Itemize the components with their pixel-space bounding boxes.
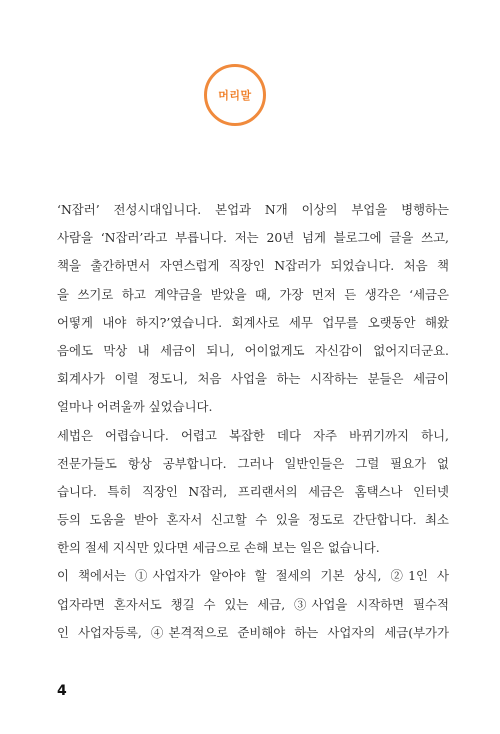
chapter-badge bbox=[204, 64, 266, 126]
text-line: 등의 도움을 받아 혼자서 신고할 수 있을 정도로 간단합니다. 최소 bbox=[57, 512, 449, 528]
text-line: 전문가들도 항상 공부합니다. 그러나 일반인들은 그럴 필요가 없 bbox=[57, 455, 449, 471]
text-line: 회계사가 이럴 정도니, 처음 사업을 하는 시작하는 분들은 세금이 bbox=[57, 371, 449, 387]
text-line: 어떻게 내야 하지?’였습니다. 회계사로 세무 업무를 오랫동안 해왔 bbox=[57, 314, 449, 330]
chapter-badge-label: 머리말 bbox=[218, 89, 252, 102]
text-line: 한의 절세 지식만 있다면 세금으로 손해 보는 일은 없습니다. bbox=[57, 540, 380, 556]
body-text bbox=[57, 196, 449, 647]
text-line: 이 책에서는 ①사업자가 알아야 할 절세의 기본 상식, ②1인 사 bbox=[57, 568, 449, 584]
text-line: 을 쓰기로 하고 계약금을 받았을 때, 가장 먼저 든 생각은 ‘세금은 bbox=[57, 286, 449, 302]
text-line: 음에도 막상 내 세금이 되니, 어이없게도 자신감이 없어지더군요. bbox=[57, 342, 449, 358]
text-line: 세법은 어렵습니다. 어렵고 복잡한 데다 자주 바뀌기까지 하니, bbox=[57, 427, 449, 443]
page-number: 4 bbox=[57, 683, 67, 699]
text-line: ‘N잡러’ 전성시대입니다. 본업과 N개 이상의 부업을 병행하는 bbox=[57, 202, 449, 217]
text-line: 책을 출간하면서 자연스럽게 직장인 N잡러가 되었습니다. 처음 책 bbox=[57, 258, 449, 274]
text-line: 사람을 ‘N잡러’라고 부릅니다. 저는 20년 넘게 블로그에 글을 쓰고, bbox=[57, 230, 449, 246]
text-line: 인 사업자등록, ④본격적으로 준비해야 하는 사업자의 세금(부가가 bbox=[57, 624, 449, 640]
text-line: 습니다. 특히 직장인 N잡러, 프리랜서의 세금은 홈택스나 인터넷 bbox=[57, 483, 449, 499]
text-line: 업자라면 혼자서도 챙길 수 있는 세금, ③사업을 시작하면 필수적 bbox=[57, 596, 449, 612]
text-line: 얼마나 어려울까 싶었습니다. bbox=[57, 399, 213, 415]
